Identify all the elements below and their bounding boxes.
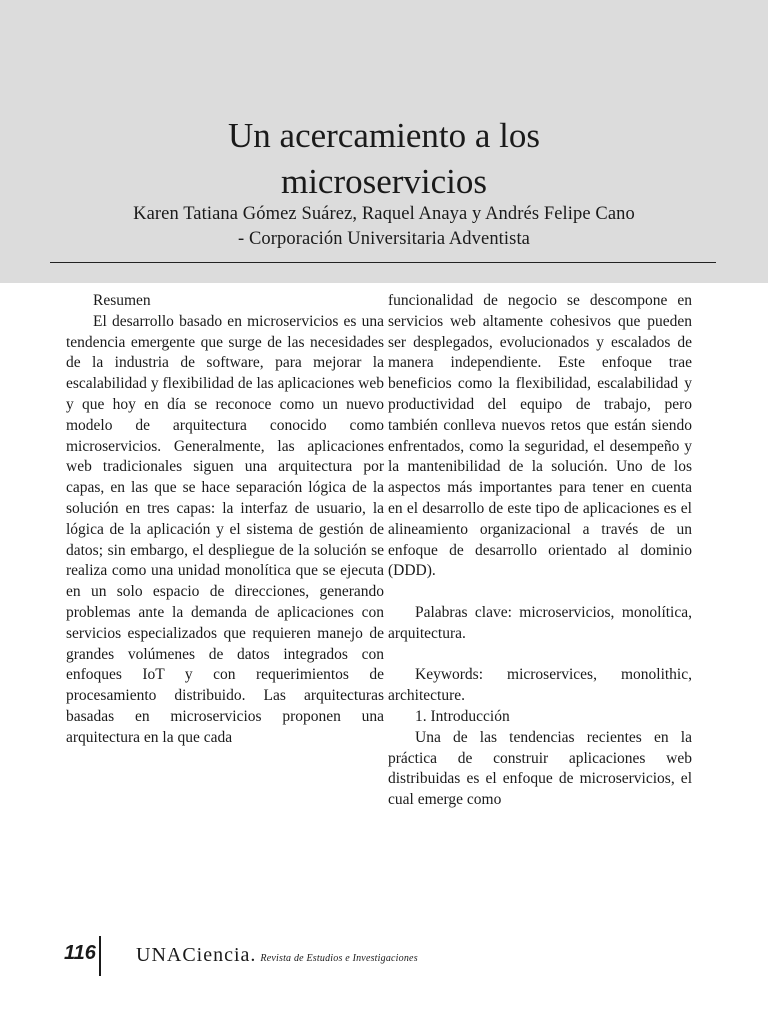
- resumen-text-right: funcionalidad de negocio se descompone en servicios web altamente cohesivos que pueden ser desplegados, evolucionados y escalados de manera independiente. Este enfoque trae beneficios como la flexibilidad, escalabilidad y productividad del equipo de trabajo, pero también conlleva nuevos retos que están siendo enfrentados, como la seguridad, el desempeño y la mantenibilidad de la solución. Uno de los aspectos más importantes para tener en cuenta en el desarrollo de este tipo de aplicaciones es el alineamiento organizacional a través de un enfoque de desarrollo orientado al dominio (DDD).: [388, 292, 692, 580]
- page-footer: [60, 936, 700, 976]
- left-column: [66, 291, 384, 749]
- journal-name-block: [136, 944, 418, 967]
- palabras-clave: Palabras clave: microservicios, monolítica, arquitectura.: [388, 603, 692, 642]
- title-line-1: Un acercamiento a los: [228, 116, 540, 155]
- page-number: 116: [64, 942, 96, 964]
- authors-line-1: Karen Tatiana Gómez Suárez, Raquel Anaya y Andrés Felipe Cano: [133, 204, 635, 224]
- spacer: [388, 582, 692, 603]
- right-column: [388, 291, 692, 811]
- resumen-text-left: El desarrollo basado en microservicios es una tendencia emergente que surge de las necesidades de la industria de software, para mejorar la escalabilidad y flexibilidad de las aplicaciones web y que hoy en día se reconoce como un nuevo modelo de arquitectura conocido como microservicios. Generalmente, las aplicaciones web tradicionales siguen una arquitectura por capas, en las que se hace separación lógica de la solución en tres capas: la interfaz de usuario, la lógica de la aplicación y el sistema de gestión de datos; sin embargo, el despliegue de la solución se realiza como una unidad monolítica que se ejecuta en un solo espacio de direcciones, generando problemas ante la demanda de aplicaciones con servicios especializados que requieren manejo de grandes volúmenes de datos integrados con enfoques IoT y con requerimientos de procesamiento distribuido. Las arquitecturas basadas en microservicios proponen una arquitectura en la que cada: [66, 312, 384, 746]
- keywords: Keywords: microservices, monolithic, architecture.: [388, 666, 692, 705]
- journal-name: UNACiencia.: [136, 944, 257, 966]
- article-title: [0, 113, 768, 205]
- spacer: [388, 645, 692, 666]
- intro-text: Una de las tendencias recientes en la práctica de construir aplicaciones web distribuidas es el enfoque de microservicios, el cual emerge como: [388, 728, 692, 809]
- header-divider: [50, 262, 716, 263]
- intro-heading: 1. Introducción: [415, 707, 510, 725]
- resumen-heading: Resumen: [93, 292, 151, 309]
- title-line-2: microservicios: [280, 162, 488, 201]
- footer-divider: [99, 936, 101, 976]
- authors-line-2: - Corporación Universitaria Adventista: [237, 229, 530, 249]
- journal-subtitle: Revista de Estudios e Investigaciones: [260, 953, 418, 964]
- authors-block: [0, 202, 768, 252]
